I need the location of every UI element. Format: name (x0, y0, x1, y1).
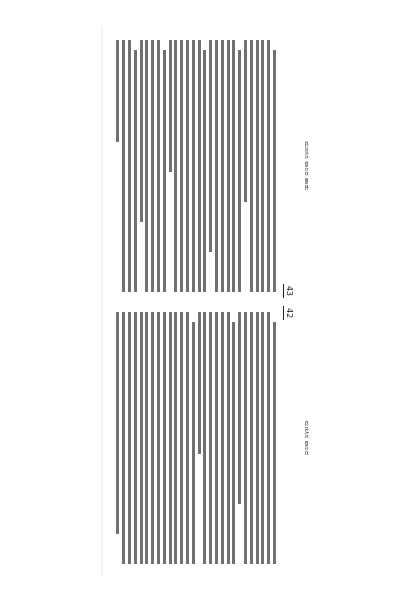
page-number-rule (283, 306, 284, 320)
text-line (169, 40, 172, 172)
text-line (238, 312, 241, 504)
text-line (128, 312, 131, 564)
text-line (244, 40, 247, 202)
text-line (203, 312, 206, 564)
text-line (157, 312, 160, 564)
text-line (244, 312, 247, 564)
page-43-frame (104, 28, 316, 304)
text-line (163, 50, 166, 292)
body-text-block (112, 40, 276, 292)
text-line (192, 40, 195, 292)
text-line (215, 312, 218, 564)
text-line (256, 312, 259, 564)
text-line (122, 40, 125, 292)
text-line (203, 50, 206, 292)
text-line (227, 312, 230, 564)
page-42-frame (104, 300, 316, 576)
text-line (116, 312, 119, 534)
text-line (186, 312, 189, 564)
text-line (198, 40, 201, 292)
text-line (227, 40, 230, 292)
text-line (145, 40, 148, 292)
text-line (238, 50, 241, 292)
text-line (256, 40, 259, 292)
text-line (174, 312, 177, 564)
page-number: 42 (285, 308, 294, 319)
text-line (151, 312, 154, 564)
text-line (198, 312, 201, 454)
text-line (250, 40, 253, 292)
body-text-block (112, 312, 276, 564)
text-line (192, 322, 195, 564)
text-line (157, 40, 160, 292)
text-line (140, 312, 143, 564)
text-line (221, 312, 224, 564)
book-gutter (101, 28, 103, 576)
page-number-rule (283, 284, 284, 298)
page-42 (104, 300, 316, 576)
running-head: ಮಣಸಿನ ಪಾಲದ ಹಾಡು (303, 141, 310, 191)
text-line (145, 312, 148, 564)
text-line (140, 40, 143, 222)
text-line (163, 312, 166, 564)
text-line (122, 312, 125, 564)
text-line (273, 50, 276, 292)
text-line (261, 312, 264, 564)
text-line (134, 50, 137, 292)
text-line (186, 40, 189, 292)
text-line (267, 40, 270, 292)
page-number: 43 (285, 285, 294, 296)
text-line (169, 312, 172, 564)
text-line (174, 40, 177, 292)
text-line (151, 40, 154, 292)
text-line (267, 312, 270, 564)
text-line (180, 312, 183, 564)
text-line (209, 312, 212, 564)
page-43 (104, 28, 316, 304)
text-line (134, 312, 137, 564)
text-line (180, 40, 183, 292)
text-line (116, 40, 119, 142)
text-line (232, 40, 235, 292)
text-line (232, 322, 235, 564)
text-line (250, 312, 253, 564)
text-line (261, 40, 264, 292)
text-line (273, 322, 276, 564)
text-line (221, 40, 224, 292)
text-line (209, 40, 212, 252)
running-head: ಮಣಸಿನ ಪಾಲದ (303, 420, 310, 456)
text-line (128, 40, 131, 292)
text-line (215, 40, 218, 292)
